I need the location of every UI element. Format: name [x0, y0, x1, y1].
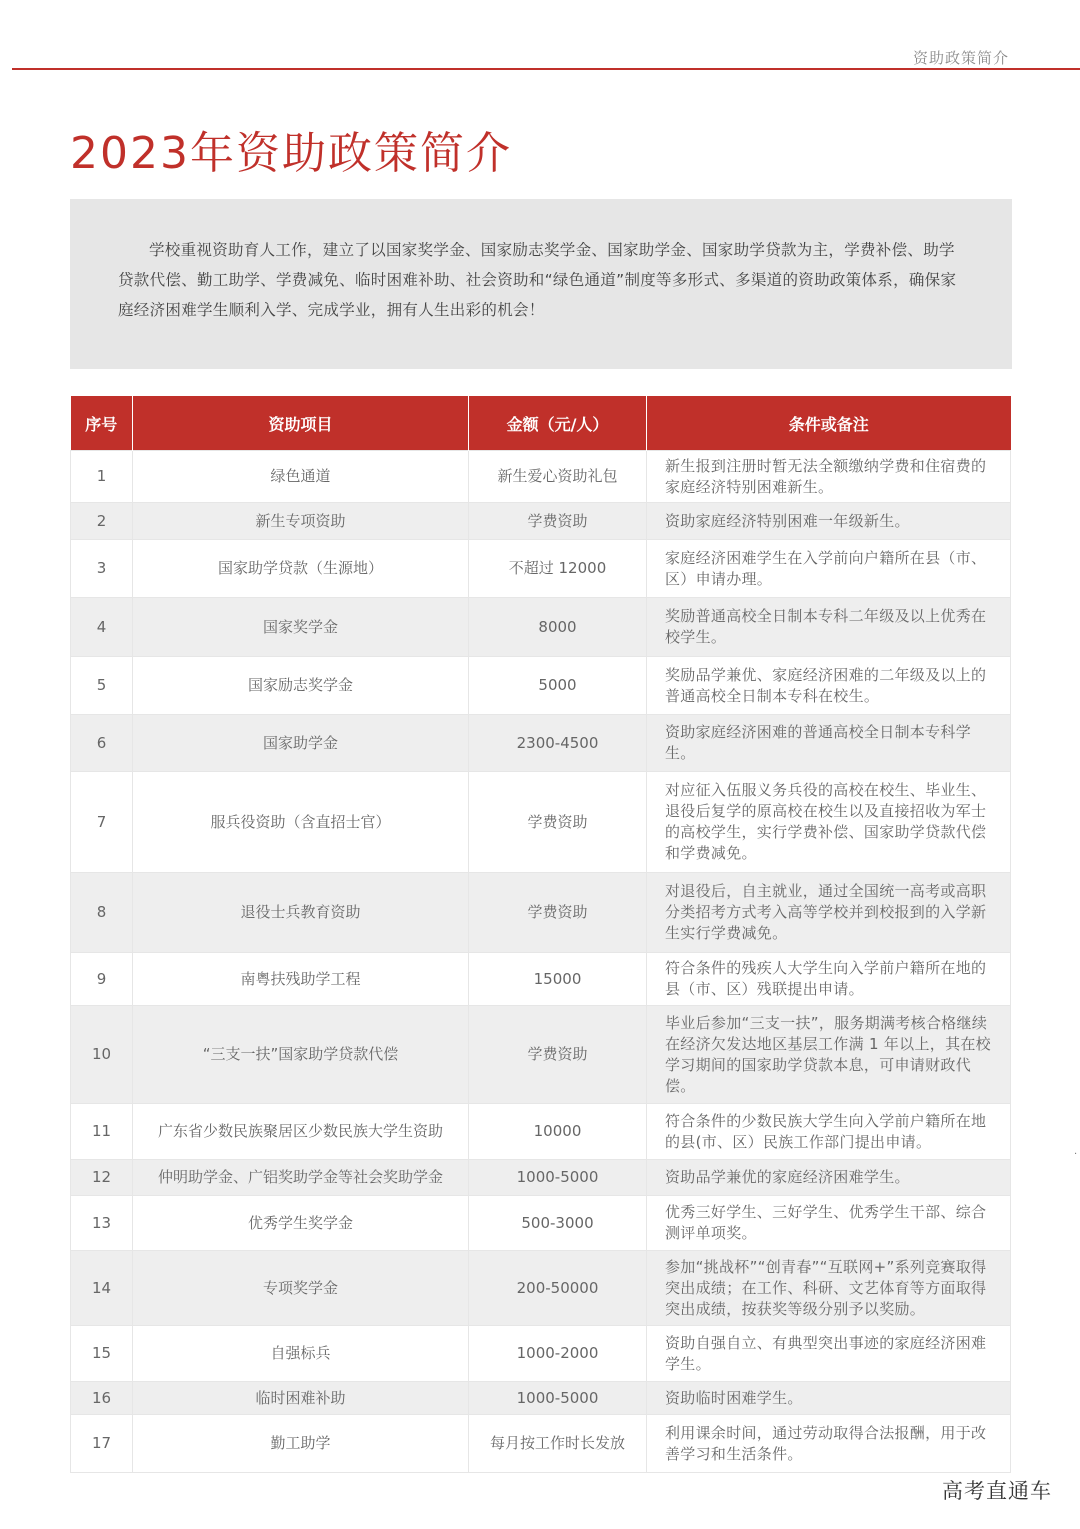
- cell-amount: 学费资助: [469, 772, 647, 873]
- cell-no: 9: [71, 953, 133, 1006]
- header-divider: [12, 68, 1080, 70]
- cell-amount: 500-3000: [469, 1196, 647, 1251]
- cell-item: 专项奖学金: [133, 1251, 469, 1326]
- footer-brand: 高考直通车: [942, 1479, 1052, 1503]
- cell-item: 自强标兵: [133, 1326, 469, 1382]
- cell-item: 南粤扶残助学工程: [133, 953, 469, 1006]
- cell-no: 4: [71, 598, 133, 657]
- cell-item: 广东省少数民族聚居区少数民族大学生资助: [133, 1104, 469, 1160]
- cell-note: 奖励普通高校全日制本专科二年级及以上优秀在校学生。: [647, 598, 1011, 657]
- table-row: [71, 1382, 1011, 1415]
- cell-note: 对退役后，自主就业，通过全国统一高考或高职分类招考方式考入高等学校并到校报到的入学新生实行学费减免。: [647, 873, 1011, 953]
- cell-note: 资助品学兼优的家庭经济困难学生。: [647, 1160, 1011, 1196]
- table-row: [71, 1196, 1011, 1251]
- cell-note: 对应征入伍服义务兵役的高校在校生、毕业生、退役后复学的原高校在校生以及直接招收为军士的高校学生，实行学费补偿、国家助学贷款代偿和学费减免。: [647, 772, 1011, 873]
- cell-no: 6: [71, 715, 133, 772]
- table-header-row: [71, 396, 1011, 451]
- cell-no: 12: [71, 1160, 133, 1196]
- table-row: [71, 873, 1011, 953]
- cell-item: 仲明助学金、广铝奖助学金等社会奖助学金: [133, 1160, 469, 1196]
- cell-no: 14: [71, 1251, 133, 1326]
- section-tag: 资助政策简介: [912, 49, 1009, 67]
- header-note: 条件或备注: [647, 396, 1011, 451]
- cell-note: 资助家庭经济特别困难一年级新生。: [647, 503, 1011, 540]
- cell-amount: 1000-5000: [469, 1160, 647, 1196]
- table-row: [71, 715, 1011, 772]
- cell-amount: 2300-4500: [469, 715, 647, 772]
- page-title: 2023年资助政策简介: [70, 128, 512, 179]
- cell-amount: 每月按工作时长发放: [469, 1415, 647, 1473]
- table-row: [71, 1160, 1011, 1196]
- table-row: [71, 953, 1011, 1006]
- cell-note: 符合条件的残疾人大学生向入学前户籍所在地的县（市、区）残联提出申请。: [647, 953, 1011, 1006]
- cell-amount: 新生爱心资助礼包: [469, 451, 647, 503]
- cell-no: 10: [71, 1006, 133, 1104]
- cell-amount: 200-50000: [469, 1251, 647, 1326]
- cell-amount: 1000-2000: [469, 1326, 647, 1382]
- cell-item: 退役士兵教育资助: [133, 873, 469, 953]
- header-amount: 金额（元/人）: [469, 396, 647, 451]
- table-row: [71, 598, 1011, 657]
- table-row: [71, 540, 1011, 598]
- cell-amount: 学费资助: [469, 1006, 647, 1104]
- cell-item: 国家助学金: [133, 715, 469, 772]
- cell-no: 3: [71, 540, 133, 598]
- cell-item: 临时困难补助: [133, 1382, 469, 1415]
- cell-amount: 8000: [469, 598, 647, 657]
- table-row: [71, 772, 1011, 873]
- cell-item: 国家励志奖学金: [133, 657, 469, 715]
- header-no: 序号: [71, 396, 133, 451]
- table-row: [71, 503, 1011, 540]
- cell-no: 16: [71, 1382, 133, 1415]
- cell-item: “三支一扶”国家助学贷款代偿: [133, 1006, 469, 1104]
- header-item: 资助项目: [133, 396, 469, 451]
- table-row: [71, 1415, 1011, 1473]
- cell-item: 服兵役资助（含直招士官）: [133, 772, 469, 873]
- table-row: [71, 1251, 1011, 1326]
- cell-note: 资助家庭经济困难的普通高校全日制本专科学生。: [647, 715, 1011, 772]
- cell-note: 奖励品学兼优、家庭经济困难的二年级及以上的普通高校全日制本专科在校生。: [647, 657, 1011, 715]
- cell-item: 国家奖学金: [133, 598, 469, 657]
- cell-note: 优秀三好学生、三好学生、优秀学生干部、综合测评单项奖。: [647, 1196, 1011, 1251]
- table-row: [71, 657, 1011, 715]
- cell-item: 国家助学贷款（生源地）: [133, 540, 469, 598]
- cell-no: 17: [71, 1415, 133, 1473]
- cell-item: 绿色通道: [133, 451, 469, 503]
- cell-no: 1: [71, 451, 133, 503]
- cell-amount: 不超过 12000: [469, 540, 647, 598]
- cell-no: 5: [71, 657, 133, 715]
- intro-text: 学校重视资助育人工作，建立了以国家奖学金、国家励志奖学金、国家助学金、国家助学贷款为主，学费补偿、助学贷款代偿、勤工助学、学费减免、临时困难补助、社会资助和“绿色通道”制度等多形式、多渠道的资助政策体系，确保家庭经济困难学生顺利入学、完成学业，拥有人生出彩的机会！: [118, 241, 957, 319]
- stray-mark: .: [1074, 1146, 1078, 1157]
- cell-note: 毕业后参加“三支一扶”，服务期满考核合格继续在经济欠发达地区基层工作满 1 年以上，其在校学习期间的国家助学贷款本息，可申请财政代偿。: [647, 1006, 1011, 1104]
- cell-note: 参加“挑战杯”“创青春”“互联网+”系列竞赛取得突出成绩；在工作、科研、文艺体育等方面取得突出成绩，按获奖等级分别予以奖励。: [647, 1251, 1011, 1326]
- cell-no: 13: [71, 1196, 133, 1251]
- cell-no: 2: [71, 503, 133, 540]
- cell-note: 符合条件的少数民族大学生向入学前户籍所在地的县(市、区）民族工作部门提出申请。: [647, 1104, 1011, 1160]
- table-row: [71, 451, 1011, 503]
- cell-note: 资助临时困难学生。: [647, 1382, 1011, 1415]
- intro-box: [70, 199, 1012, 369]
- cell-amount: 10000: [469, 1104, 647, 1160]
- cell-amount: 15000: [469, 953, 647, 1006]
- table-row: [71, 1326, 1011, 1382]
- cell-item: 勤工助学: [133, 1415, 469, 1473]
- cell-note: 利用课余时间，通过劳动取得合法报酬，用于改善学习和生活条件。: [647, 1415, 1011, 1473]
- cell-no: 11: [71, 1104, 133, 1160]
- cell-amount: 学费资助: [469, 503, 647, 540]
- cell-note: 家庭经济困难学生在入学前向户籍所在县（市、区）申请办理。: [647, 540, 1011, 598]
- aid-policy-table: [70, 396, 1011, 1473]
- table-row: [71, 1006, 1011, 1104]
- cell-note: 新生报到注册时暂无法全额缴纳学费和住宿费的家庭经济特别困难新生。: [647, 451, 1011, 503]
- cell-no: 15: [71, 1326, 133, 1382]
- cell-amount: 学费资助: [469, 873, 647, 953]
- cell-item: 优秀学生奖学金: [133, 1196, 469, 1251]
- cell-note: 资助自强自立、有典型突出事迹的家庭经济困难学生。: [647, 1326, 1011, 1382]
- cell-no: 8: [71, 873, 133, 953]
- cell-no: 7: [71, 772, 133, 873]
- cell-amount: 5000: [469, 657, 647, 715]
- cell-amount: 1000-5000: [469, 1382, 647, 1415]
- cell-item: 新生专项资助: [133, 503, 469, 540]
- table-row: [71, 1104, 1011, 1160]
